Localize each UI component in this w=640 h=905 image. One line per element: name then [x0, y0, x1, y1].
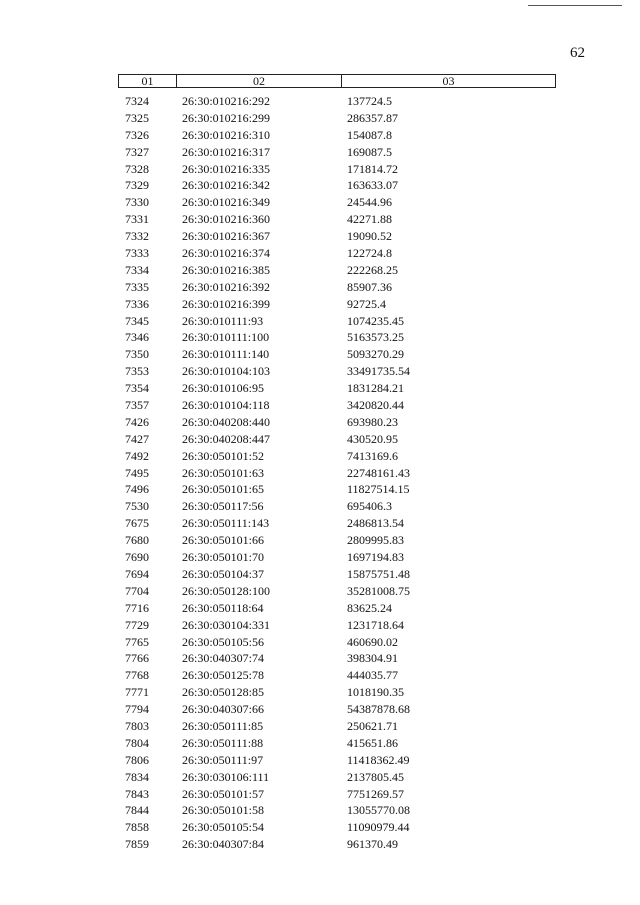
cadastral-number: 26:30:010216:349	[182, 195, 271, 210]
row-number: 7716	[125, 600, 149, 615]
row-value: 163633.07	[347, 178, 398, 193]
row-value: 137724.5	[347, 94, 392, 108]
table-row	[0, 194, 640, 211]
row-number: 7336	[125, 296, 149, 311]
cadastral-number: 26:30:010111:100	[182, 330, 270, 345]
row-value: 5093270.29	[347, 347, 404, 362]
table-row	[0, 836, 640, 853]
row-number: 7345	[125, 313, 149, 328]
row-number: 7335	[125, 279, 149, 294]
table-row	[0, 144, 640, 161]
cadastral-number: 26:30:050125:78	[182, 668, 265, 683]
row-number: 7859	[125, 837, 149, 852]
column-header-01: 01	[119, 75, 177, 87]
table-row	[0, 549, 640, 566]
row-number: 7350	[125, 347, 149, 362]
row-value: 42271.88	[347, 212, 392, 227]
row-value: 33491735.54	[347, 364, 410, 379]
cadastral-number: 26:30:050111:88	[182, 735, 264, 750]
cadastral-number: 26:30:050104:37	[182, 566, 265, 581]
row-value: 92725.4	[347, 296, 386, 311]
row-number: 7675	[125, 516, 149, 531]
cadastral-number: 26:30:040307:66	[182, 702, 265, 717]
row-number: 7768	[125, 668, 149, 683]
row-value: 19090.52	[347, 229, 392, 244]
table-row	[0, 228, 640, 245]
row-value: 430520.95	[347, 431, 398, 446]
cadastral-number: 26:30:010216:310	[182, 127, 271, 142]
row-value: 1018190.35	[347, 685, 404, 700]
row-value: 54387878.68	[347, 702, 410, 717]
row-number: 7794	[125, 702, 149, 717]
table-row	[0, 161, 640, 178]
table-row	[0, 177, 640, 194]
table-row	[0, 802, 640, 819]
row-number: 7844	[125, 803, 149, 818]
row-value: 444035.77	[347, 668, 398, 683]
cadastral-number: 26:30:010216:392	[182, 279, 271, 294]
row-value: 398304.91	[347, 651, 398, 666]
cadastral-number: 26:30:010216:299	[182, 110, 271, 125]
row-number: 7496	[125, 482, 149, 497]
cadastral-number: 26:30:010111:140	[182, 347, 270, 362]
table-row	[0, 414, 640, 431]
cadastral-number: 26:30:010216:385	[182, 262, 271, 277]
table-header	[118, 74, 556, 88]
row-value: 2486813.54	[347, 516, 404, 531]
row-value: 11418362.49	[347, 752, 410, 767]
row-number: 7357	[125, 398, 149, 413]
row-value: 15875751.48	[347, 566, 410, 581]
table-row	[0, 583, 640, 600]
row-number: 7330	[125, 195, 149, 210]
table-row	[0, 329, 640, 346]
cadastral-number: 26:30:050111:97	[182, 752, 264, 767]
cadastral-number: 26:30:030104:331	[182, 617, 271, 632]
row-value: 961370.49	[347, 837, 398, 852]
row-number: 7324	[125, 94, 149, 108]
row-value: 3420820.44	[347, 398, 404, 413]
row-value: 222268.25	[347, 262, 398, 277]
row-number: 7325	[125, 110, 149, 125]
row-value: 171814.72	[347, 161, 398, 176]
table-row	[0, 735, 640, 752]
row-number: 7334	[125, 262, 149, 277]
table-row	[0, 634, 640, 651]
cadastral-number: 26:30:050101:58	[182, 803, 265, 818]
row-number: 7704	[125, 583, 149, 598]
row-number: 7328	[125, 161, 149, 176]
table-row	[0, 667, 640, 684]
table-body	[0, 93, 640, 853]
table-row	[0, 532, 640, 549]
row-value: 22748161.43	[347, 465, 410, 480]
table-row	[0, 313, 640, 330]
table-row	[0, 515, 640, 532]
row-number: 7353	[125, 364, 149, 379]
row-value: 415651.86	[347, 735, 398, 750]
row-value: 122724.8	[347, 246, 392, 261]
row-value: 11827514.15	[347, 482, 410, 497]
row-value: 7751269.57	[347, 786, 404, 801]
row-number: 7803	[125, 718, 149, 733]
row-number: 7331	[125, 212, 149, 227]
cadastral-number: 26:30:010216:342	[182, 178, 271, 193]
table-row	[0, 786, 640, 803]
cadastral-number: 26:30:050128:85	[182, 685, 265, 700]
table-row	[0, 701, 640, 718]
row-value: 24544.96	[347, 195, 392, 210]
row-number: 7834	[125, 769, 149, 784]
row-number: 7858	[125, 820, 149, 835]
row-number: 7806	[125, 752, 149, 767]
row-number: 7690	[125, 550, 149, 565]
row-number: 7327	[125, 144, 149, 159]
table-row	[0, 498, 640, 515]
row-number: 7492	[125, 448, 149, 463]
table-row	[0, 465, 640, 482]
row-number: 7729	[125, 617, 149, 632]
table-row	[0, 296, 640, 313]
cadastral-number: 26:30:050101:57	[182, 786, 265, 801]
table-row	[0, 279, 640, 296]
row-value: 695406.3	[347, 499, 392, 514]
cadastral-number: 26:30:040307:84	[182, 837, 265, 852]
row-number: 7354	[125, 381, 149, 396]
row-value: 7413169.6	[347, 448, 398, 463]
cadastral-number: 26:30:010104:103	[182, 364, 271, 379]
row-number: 7326	[125, 127, 149, 142]
row-value: 83625.24	[347, 600, 392, 615]
cadastral-number: 26:30:050101:65	[182, 482, 265, 497]
row-number: 7332	[125, 229, 149, 244]
table-row	[0, 600, 640, 617]
table-row	[0, 769, 640, 786]
table-row	[0, 819, 640, 836]
table-row	[0, 110, 640, 127]
row-number: 7427	[125, 431, 149, 446]
row-value: 1074235.45	[347, 313, 404, 328]
cadastral-number: 26:30:050118:64	[182, 600, 264, 615]
cadastral-number: 26:30:010216:335	[182, 161, 271, 176]
row-number: 7495	[125, 465, 149, 480]
row-value: 460690.02	[347, 634, 398, 649]
cadastral-number: 26:30:050101:70	[182, 550, 265, 565]
table-row	[0, 752, 640, 769]
row-number: 7333	[125, 246, 149, 261]
cadastral-number: 26:30:010216:399	[182, 296, 271, 311]
row-number: 7329	[125, 178, 149, 193]
row-number: 7765	[125, 634, 149, 649]
row-value: 13055770.08	[347, 803, 410, 818]
cadastral-number: 26:30:010216:317	[182, 144, 271, 159]
table-row	[0, 363, 640, 380]
cadastral-number: 26:30:010106:95	[182, 381, 265, 396]
cadastral-number: 26:30:050101:63	[182, 465, 265, 480]
row-value: 1231718.64	[347, 617, 404, 632]
cadastral-number: 26:30:040307:74	[182, 651, 265, 666]
row-value: 169087.5	[347, 144, 392, 159]
cadastral-number: 26:30:050111:85	[182, 718, 264, 733]
cadastral-number: 26:30:050101:66	[182, 533, 265, 548]
table-row	[0, 718, 640, 735]
row-value: 154087.8	[347, 127, 392, 142]
column-header-03: 03	[442, 74, 455, 88]
row-number: 7346	[125, 330, 149, 345]
cadastral-number: 26:30:050117:56	[182, 499, 264, 514]
table-row	[0, 93, 640, 110]
cadastral-number: 26:30:010216:374	[182, 246, 271, 261]
row-value: 2809995.83	[347, 533, 404, 548]
cadastral-number: 26:30:010216:360	[182, 212, 271, 227]
table-row	[0, 684, 640, 701]
row-number: 7694	[125, 566, 149, 581]
table-row	[0, 346, 640, 363]
column-header-02: 02	[177, 75, 342, 87]
cadastral-number: 26:30:040208:440	[182, 414, 271, 429]
cadastral-number: 26:30:010216:292	[182, 94, 271, 108]
row-value: 11090979.44	[347, 820, 410, 835]
row-value: 1697194.83	[347, 550, 404, 565]
cadastral-number: 26:30:040208:447	[182, 431, 271, 446]
cadastral-number: 26:30:030106:111	[182, 769, 270, 784]
table-row	[0, 481, 640, 498]
row-number: 7766	[125, 651, 149, 666]
cadastral-number: 26:30:010104:118	[182, 398, 270, 413]
table-row	[0, 448, 640, 465]
cadastral-number: 26:30:050128:100	[182, 583, 271, 598]
cadastral-number: 26:30:050101:52	[182, 448, 265, 463]
row-number: 7843	[125, 786, 149, 801]
cadastral-number: 26:30:010111:93	[182, 313, 264, 328]
row-value: 2137805.45	[347, 769, 404, 784]
table-row	[0, 397, 640, 414]
cadastral-number: 26:30:010216:367	[182, 229, 271, 244]
cadastral-number: 26:30:050111:143	[182, 516, 270, 531]
page-number: 62	[570, 45, 585, 61]
row-value: 693980.23	[347, 414, 398, 429]
table-row	[0, 650, 640, 667]
table-row	[0, 127, 640, 144]
table-row	[0, 262, 640, 279]
row-value: 1831284.21	[347, 381, 404, 396]
row-number: 7804	[125, 735, 149, 750]
row-number: 7530	[125, 499, 149, 514]
row-number: 7426	[125, 414, 149, 429]
cadastral-number: 26:30:050105:54	[182, 820, 265, 835]
row-value: 286357.87	[347, 110, 398, 125]
row-value: 35281008.75	[347, 583, 410, 598]
top-rule	[528, 5, 622, 6]
table-row	[0, 211, 640, 228]
row-value: 250621.71	[347, 718, 398, 733]
row-value: 5163573.25	[347, 330, 404, 345]
row-value: 85907.36	[347, 279, 392, 294]
table-row	[0, 431, 640, 448]
row-number: 7771	[125, 685, 149, 700]
table-row	[0, 245, 640, 262]
table-row	[0, 380, 640, 397]
cadastral-number: 26:30:050105:56	[182, 634, 265, 649]
row-number: 7680	[125, 533, 149, 548]
table-row	[0, 566, 640, 583]
table-row	[0, 617, 640, 634]
